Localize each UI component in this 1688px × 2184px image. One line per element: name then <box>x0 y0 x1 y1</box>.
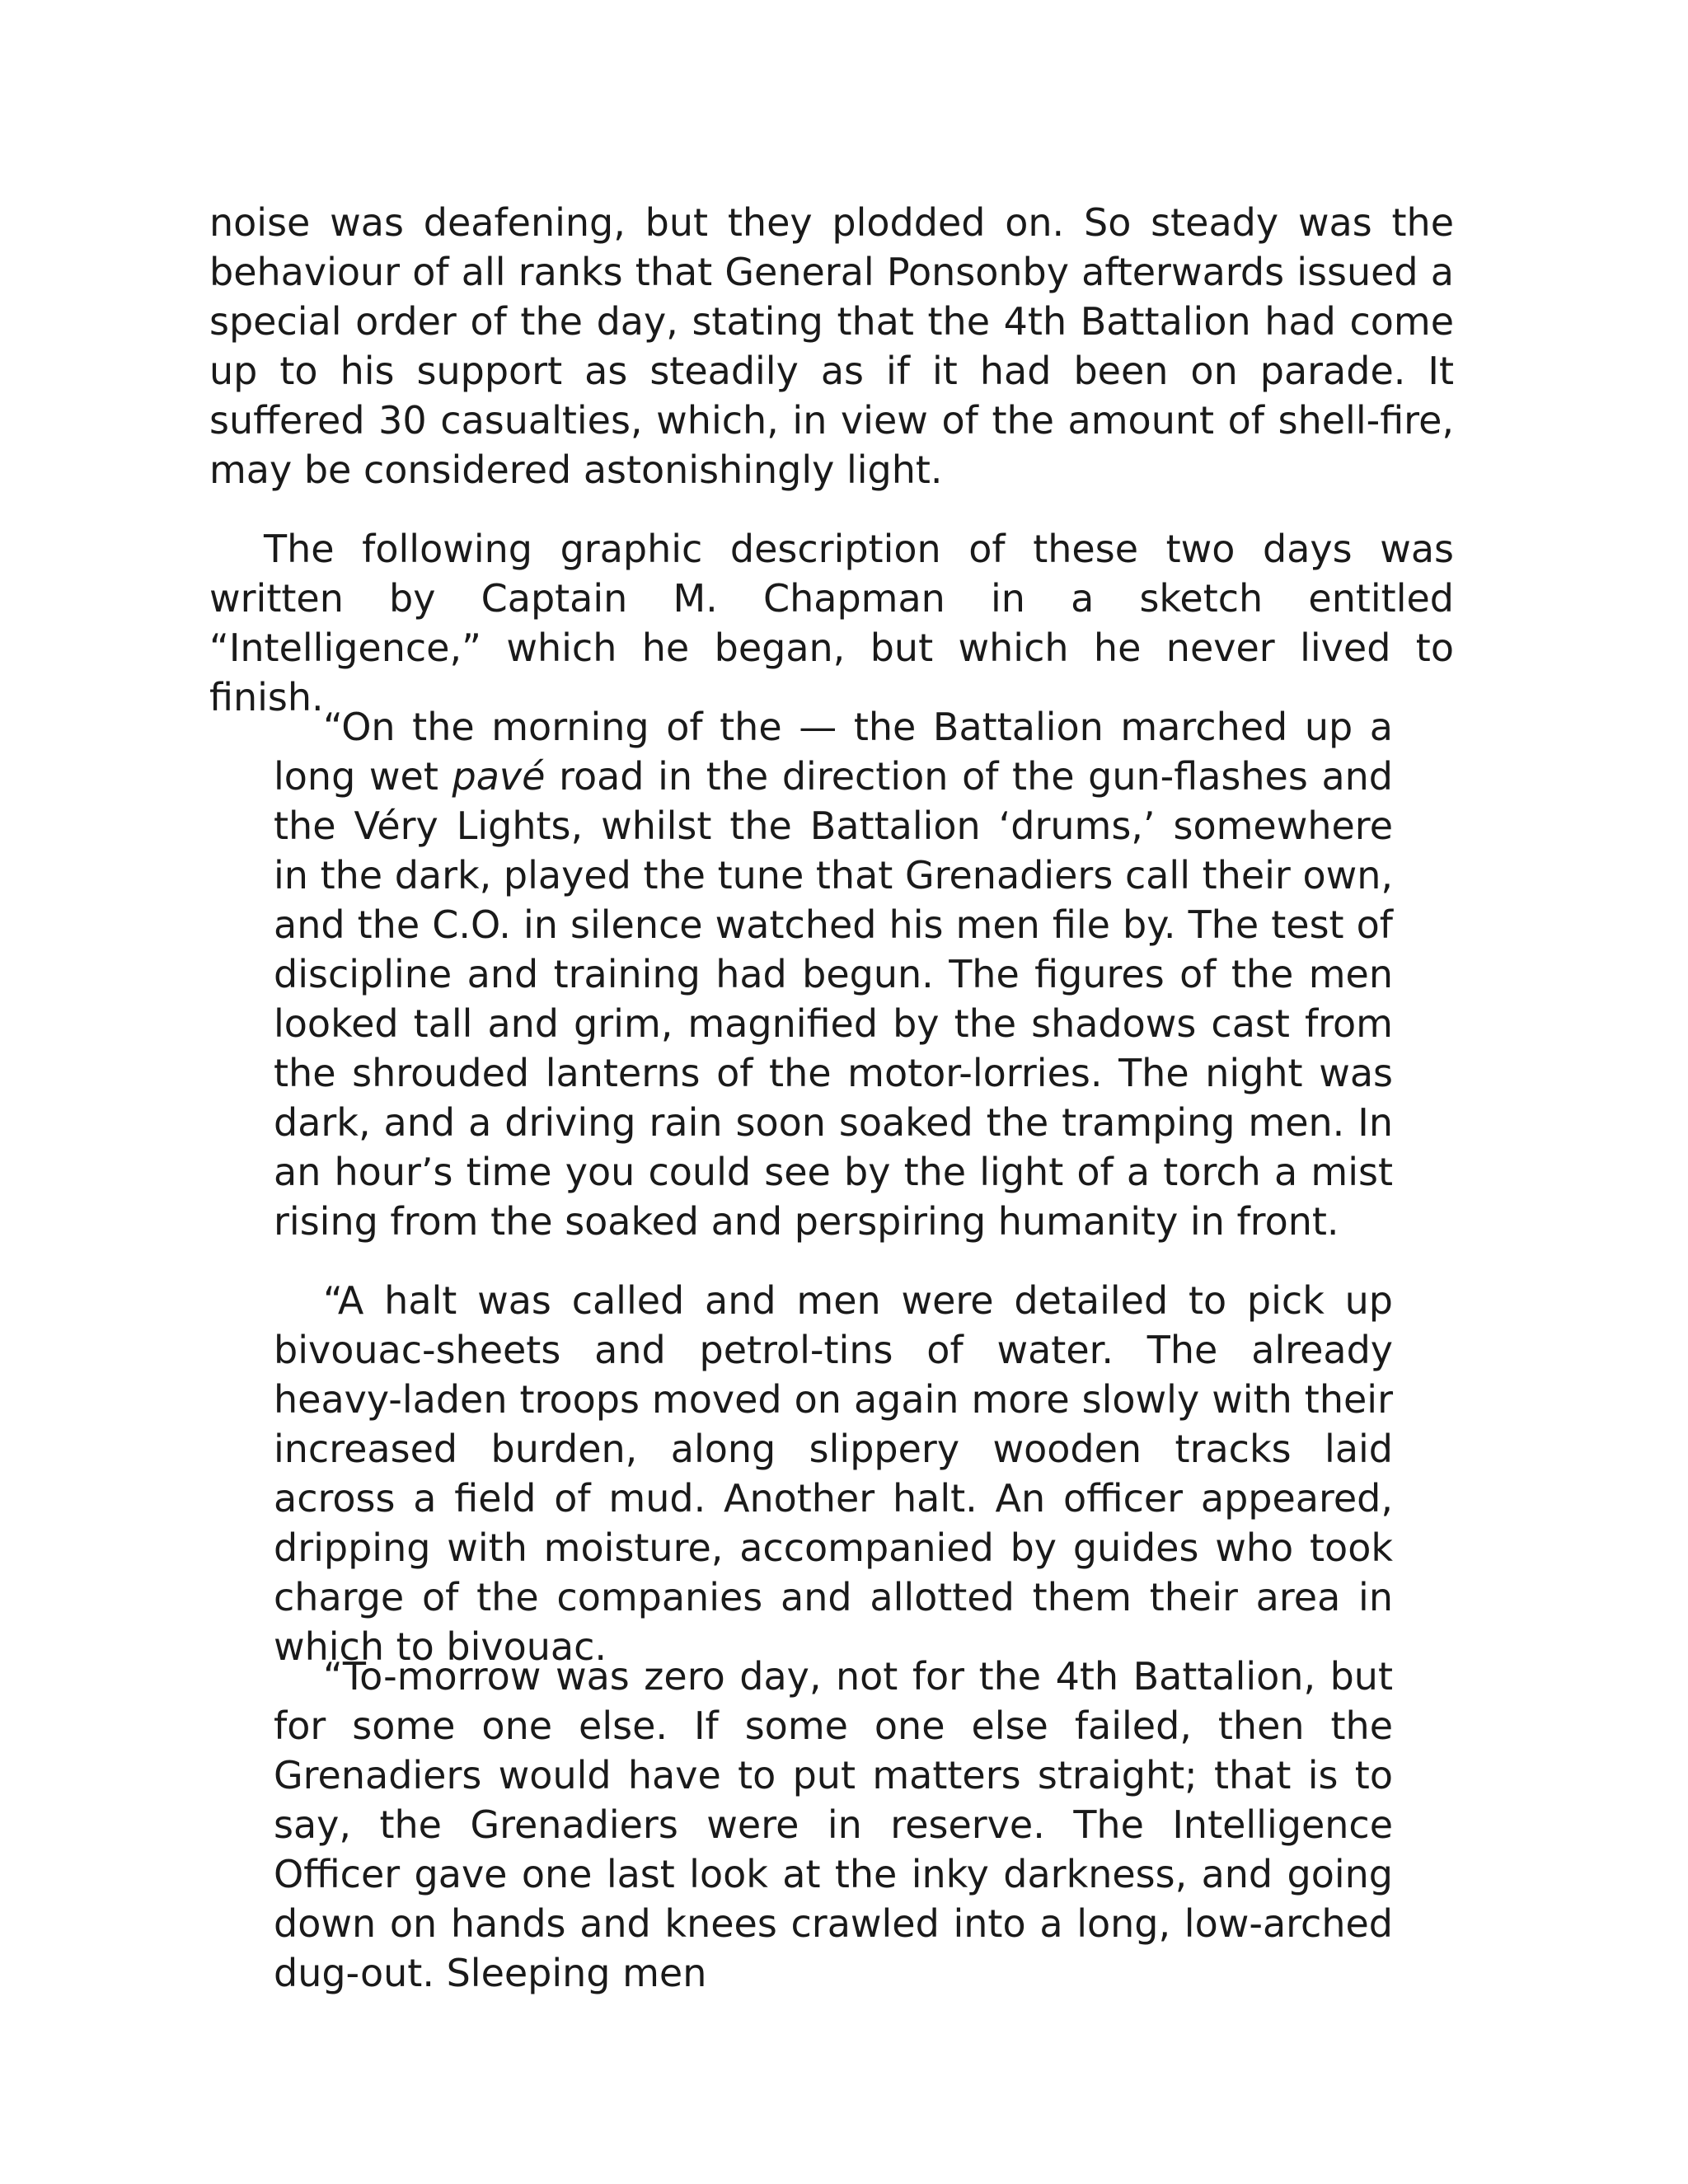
quote-paragraph-march <box>274 702 1393 1246</box>
quote-paragraph-halt: “A halt was called and men were detailed to pick up bivouac-sheets and petrol-tins of water. The already heavy-laden troops moved on again more slowly with their increased burden, along slippery wooden tracks laid across a field of mud. Another halt. An officer appeared, dripping with moisture, accompanied by guides who took charge of the companies and allotted them their area in which to bivouac. <box>274 1278 1393 1669</box>
quote-text-before: “On the morning of the — the Battalion marched up a long wet <box>274 705 1393 799</box>
paragraph-chapman-intro: The following graphic description of these two days was written by Captain M. Chapman in a sketch entitled “Intelligence,” which he began, but which he never lived to finish. <box>209 527 1454 719</box>
quote-paragraph-zero-day: “To-morrow was zero day, not for the 4th Battalion, but for some one else. If some one else failed, then the Grenadiers would have to put matters straight; that is to say, the Grenadiers were in reserve. The Intelligence Officer gave one last look at the inky darkness, and going down on hands and knees crawled into a long, low-arched dug-out. Sleeping men <box>274 1654 1393 1995</box>
quote-text-after: road in the direction of the gun-flashes and the Véry Lights, whilst the Battalion ‘drums,’ somewhere in the dark, played the tune that Grenadiers call their own, and the C.O. in silence watched his men file by. The test of discipline and training had begun. The figures of the men looked tall and grim, magnified by the shadows cast from the shrouded lanterns of the motor-lorries. The night was dark, and a driving rain soon soaked the tramping men. In an hour’s time you could see by the light of a torch a mist rising from the soaked and perspiring humanity in front. <box>274 754 1393 1244</box>
paragraph-continuation: noise was deafening, but they plodded on. So steady was the behaviour of all ranks that General Ponsonby afterwards issued a special order of the day, stating that the 4th Battalion had come up to his support as steadily as if it had been on parade. It suffered 30 casualties, which, in view of the amount of shell-fire, may be considered astonishingly light. <box>209 200 1454 492</box>
italic-word-pave: pavé <box>452 754 546 799</box>
